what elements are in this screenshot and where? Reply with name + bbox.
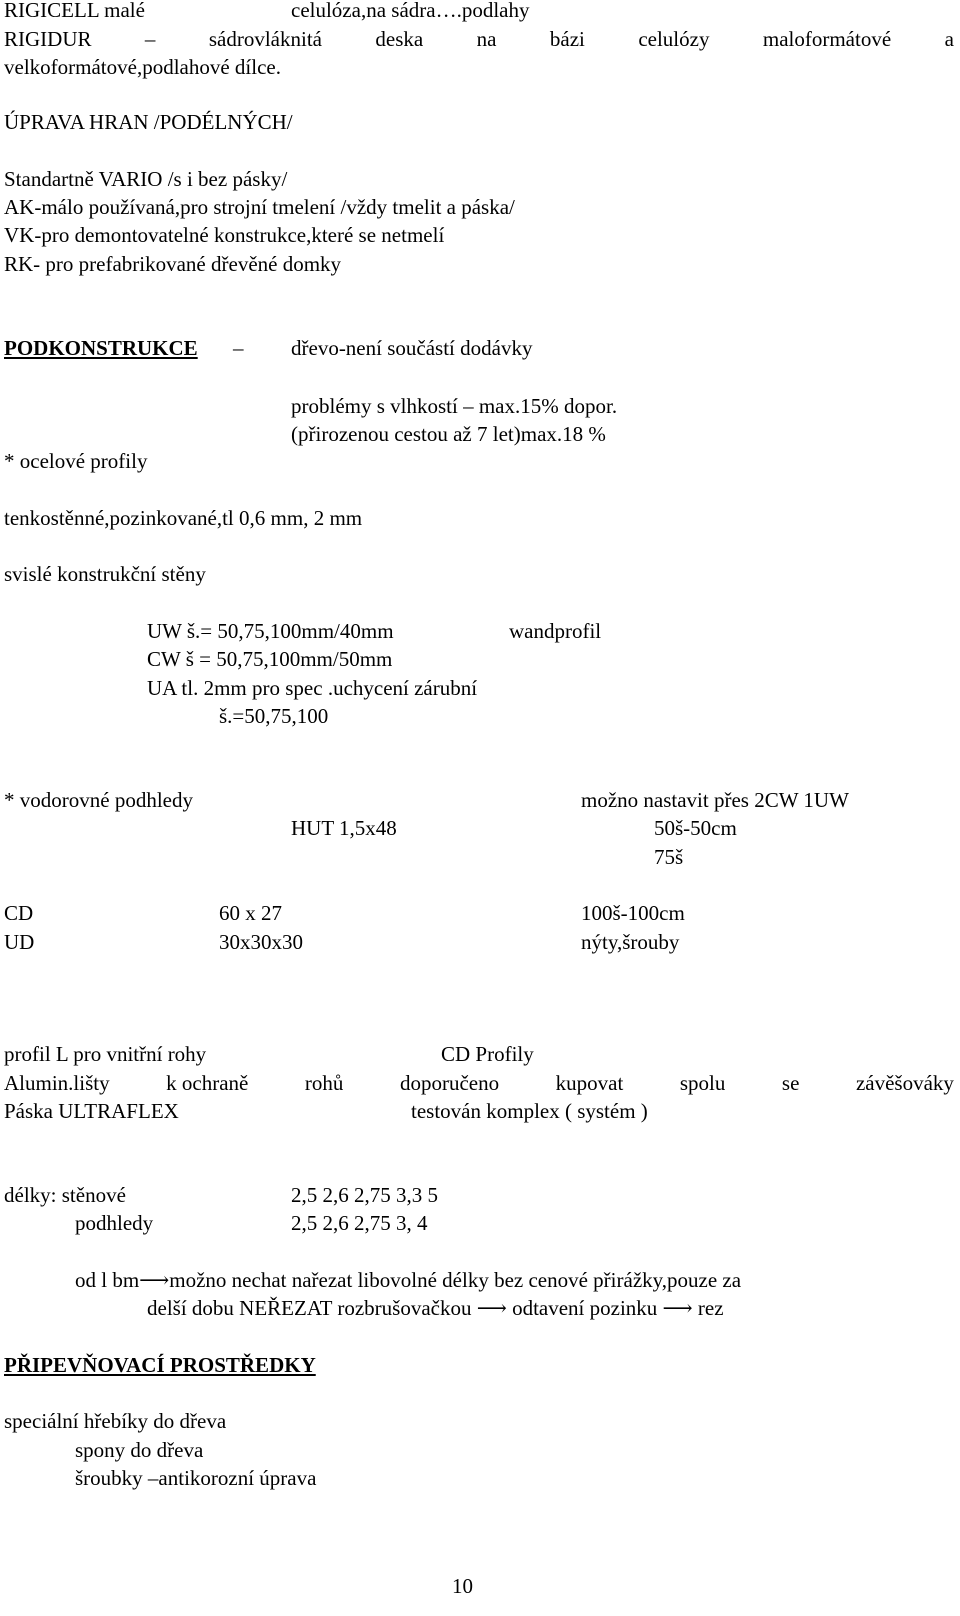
text-line: * ocelové profily [4, 449, 148, 473]
dash: – [233, 336, 244, 360]
text-line: svislé konstrukční stěny [4, 562, 206, 586]
text-line: nýty,šrouby [581, 930, 680, 954]
word: spolu [679, 1071, 726, 1095]
text-line: * vodorovné podhledy [4, 788, 193, 812]
word: rohů [304, 1071, 344, 1095]
text-line: spony do dřeva [75, 1438, 204, 1462]
text-line: speciální hřebíky do dřeva [4, 1409, 227, 1433]
word: sádrovláknitá [208, 27, 322, 51]
podkonstrukce-heading: PODKONSTRUKCE [4, 336, 198, 360]
justified-line [4, 1070, 954, 1096]
text-line: 2,5 2,6 2,75 3,3 5 [291, 1183, 438, 1207]
text-line: RK- pro prefabrikované dřevěné domky [4, 252, 342, 276]
word: Alumin.lišty [4, 1071, 110, 1095]
text-line: CW š = 50,75,100mm/50mm [147, 647, 393, 671]
text-line: testován komplex ( systém ) [411, 1099, 648, 1123]
text-line: CD Profily [441, 1042, 534, 1066]
word: RIGIDUR [4, 27, 92, 51]
text-line: problémy s vlhkostí – max.15% dopor. [291, 394, 618, 418]
text-line: delší dobu NEŘEZAT rozbrušovačkou ⟶ odtavení pozinku ⟶ rez [147, 1296, 724, 1320]
text-line: podhledy [75, 1211, 154, 1235]
word: deska [375, 27, 424, 51]
word: k ochraně [166, 1071, 249, 1095]
text-line: 100š-100cm [581, 901, 685, 925]
justified-line [4, 26, 954, 52]
text-line: š.=50,75,100 [219, 704, 329, 728]
text-line: HUT 1,5x48 [291, 816, 397, 840]
section-heading: ÚPRAVA HRAN /PODÉLNÝCH/ [4, 110, 293, 134]
word: se [781, 1071, 800, 1095]
text-line: Páska ULTRAFLEX [4, 1099, 179, 1123]
word: závěšováky [855, 1071, 954, 1095]
word: a [944, 27, 954, 51]
text-line: 60 x 27 [219, 901, 282, 925]
text-line: tenkostěnné,pozinkované,tl 0,6 mm, 2 mm [4, 506, 363, 530]
text-line: celulóza,na sádra….podlahy [291, 0, 530, 22]
text-line: AK-málo používaná,pro strojní tmelení /vždy tmelit a páska/ [4, 195, 515, 219]
text-line: UW š.= 50,75,100mm/40mm [147, 619, 394, 643]
text-line: 50š-50cm [654, 816, 737, 840]
text-line: VK-pro demontovatelné konstrukce,které se netmelí [4, 223, 445, 247]
word: bázi [549, 27, 585, 51]
text-line: UD [4, 930, 35, 954]
text-line: možno nastavit přes 2CW 1UW [581, 788, 849, 812]
word: kupovat [555, 1071, 624, 1095]
word: – [144, 27, 156, 51]
text-line: délky: stěnové [4, 1183, 126, 1207]
text-line: wandprofil [509, 619, 602, 643]
text-line: 30x30x30 [219, 930, 303, 954]
word: doporučeno [399, 1071, 500, 1095]
word: maloformátové [762, 27, 892, 51]
text-line: dřevo-není součástí dodávky [291, 336, 533, 360]
text-line: CD [4, 901, 34, 925]
text-line: 2,5 2,6 2,75 3, 4 [291, 1211, 428, 1235]
text-line: velkoformátové,podlahové dílce. [4, 55, 281, 79]
word: celulózy [638, 27, 710, 51]
text-line: 75š [654, 845, 684, 869]
page-number: 10 [452, 1574, 473, 1598]
text-line: UA tl. 2mm pro spec .uchycení zárubní [147, 676, 478, 700]
text-line: od l bm⟶možno nechat nařezat libovolné délky bez cenové přirážky,pouze za [75, 1268, 742, 1292]
text-line: (přirozenou cestou až 7 let)max.18 % [291, 422, 606, 446]
pripevnovaci-heading: PŘIPEVŇOVACÍ PROSTŘEDKY [4, 1353, 316, 1377]
word: na [476, 27, 497, 51]
text-line: profil L pro vnitřní rohy [4, 1042, 207, 1066]
text-line: RIGICELL malé [4, 0, 145, 22]
text-line: šroubky –antikorozní úprava [75, 1466, 317, 1490]
text-line: Standartně VARIO /s i bez pásky/ [4, 167, 288, 191]
